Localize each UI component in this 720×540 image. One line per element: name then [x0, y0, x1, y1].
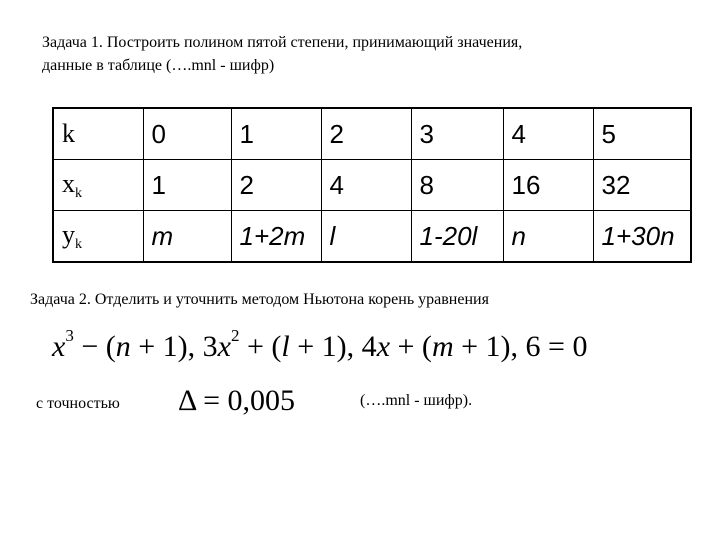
table-cell: 1	[231, 108, 321, 160]
table-cell: 1+30n	[593, 211, 691, 263]
cipher-note: (….mnl - шифр).	[360, 392, 473, 409]
table-cell: 1-20l	[411, 211, 503, 263]
row-label-yk: $y_k$	[53, 211, 143, 263]
precision-value: Δ = 0,005	[178, 384, 296, 417]
table-row-k	[53, 108, 691, 160]
table-cell: 8	[411, 160, 503, 211]
table-cell: 16	[503, 160, 593, 211]
row-label-k: k	[53, 108, 143, 160]
table-cell: 3	[411, 108, 503, 160]
task1-line1: Задача 1. Построить полином пятой степени, принимающий значения,	[42, 34, 523, 51]
table-cell: 2	[321, 108, 411, 160]
task2-statement: Задача 2. Отделить и уточнить методом Ньютона корень уравнения	[30, 291, 489, 308]
table-cell: 4	[321, 160, 411, 211]
task1-statement	[42, 31, 522, 77]
table-row-x	[53, 160, 691, 211]
table-cell: l	[321, 211, 411, 263]
table-cell: n	[503, 211, 593, 263]
precision-label: с точностью	[36, 395, 120, 412]
table-cell: 5	[593, 108, 691, 160]
values-table	[52, 107, 692, 263]
table-cell: 4	[503, 108, 593, 160]
equation: $x^3 - (n + 1)$, $3x^2 + (l + 1)$, 4x + (m + 1), 6 = 0	[52, 326, 588, 363]
task1-line2: данные в таблице (….mnl - шифр)	[42, 57, 275, 74]
table-cell: 1+2m	[231, 211, 321, 263]
table-row-y	[53, 211, 691, 263]
table-cell: 32	[593, 160, 691, 211]
table-cell: 0	[143, 108, 231, 160]
row-label-xk: $x_k$	[53, 160, 143, 211]
table-cell: m	[143, 211, 231, 263]
table-cell: 1	[143, 160, 231, 211]
table-cell: 2	[231, 160, 321, 211]
